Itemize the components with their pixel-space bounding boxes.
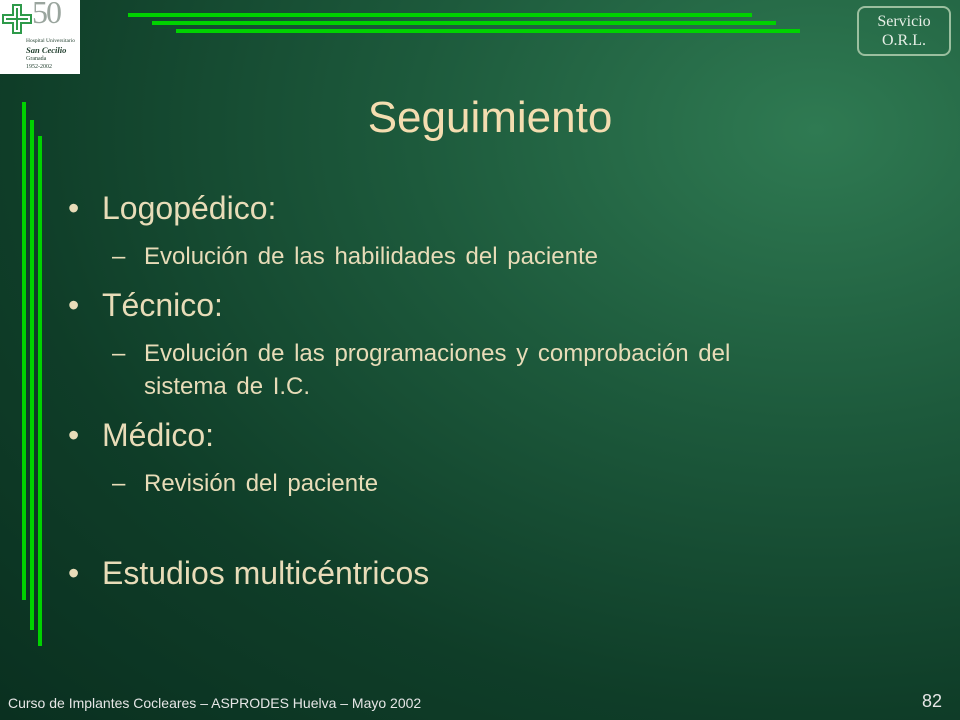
bullet-dot: • <box>68 555 80 591</box>
badge-line-2: O.R.L. <box>882 32 926 49</box>
logo-anniversary-number: 50 <box>32 0 60 30</box>
top-decorative-line-3 <box>176 29 800 33</box>
badge-line-1: Servicio <box>877 13 931 30</box>
left-decorative-line-2 <box>30 120 34 630</box>
bullet-label: Estudios multicéntricos <box>102 555 430 591</box>
sub-bullet-text: Revisión del paciente <box>144 470 379 497</box>
sub-bullet-text-line-2: sistema de I.C. <box>144 373 311 400</box>
sub-bullet-medico <box>68 467 888 500</box>
bullet-dot: • <box>68 417 80 453</box>
sub-bullet-dash: – <box>112 243 126 270</box>
sub-bullet-dash: – <box>112 340 126 367</box>
logo-line-3: Granada <box>26 56 47 62</box>
sub-bullet-logopedico <box>68 240 888 273</box>
top-decorative-line-1 <box>128 13 752 17</box>
top-decorative-line-2 <box>152 21 776 25</box>
bullet-dot: • <box>68 190 80 226</box>
bullet-medico <box>68 415 888 455</box>
bullet-dot: • <box>68 287 80 323</box>
hospital-cross-icon <box>2 4 32 36</box>
slide-footer: Curso de Implantes Cocleares – ASPRODES Huelva – Mayo 2002 <box>8 695 422 711</box>
left-decorative-line-1 <box>22 102 26 600</box>
hospital-logo <box>0 0 80 74</box>
bullet-label: Logopédico: <box>102 190 277 226</box>
page-number: 82 <box>922 691 943 711</box>
slide-content <box>68 188 888 593</box>
sub-bullet-text: Evolución de las habilidades del paciente <box>144 243 598 270</box>
left-decorative-line-3 <box>38 136 42 646</box>
bullet-logopedico <box>68 188 888 228</box>
logo-line-1: Hospital Universitario <box>26 38 76 44</box>
logo-line-2: San Cecilio <box>26 45 67 55</box>
sub-bullet-tecnico <box>68 337 888 403</box>
service-badge <box>857 6 951 56</box>
bullet-estudios <box>68 553 888 593</box>
logo-line-4: 1952-2002 <box>26 64 52 70</box>
bullet-label: Técnico: <box>102 287 223 323</box>
sub-bullet-dash: – <box>112 470 126 497</box>
bullet-label: Médico: <box>102 417 215 453</box>
bullet-tecnico <box>68 285 888 325</box>
slide-title: Seguimiento <box>367 93 613 142</box>
sub-bullet-text-line-1: Evolución de las programaciones y comprobación del <box>144 340 731 367</box>
